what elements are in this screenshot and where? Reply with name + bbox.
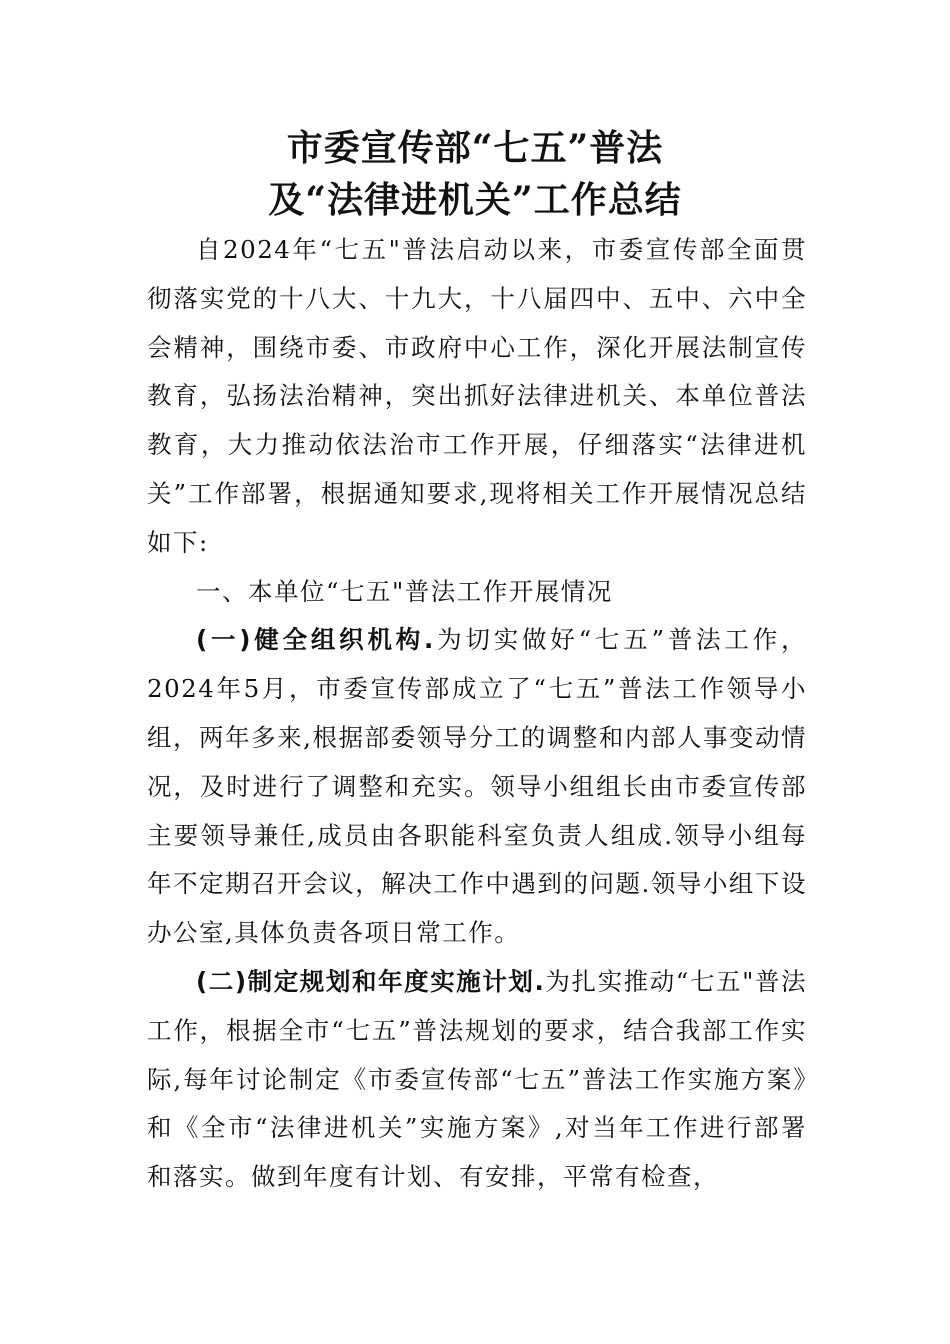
document-title-line-1: 市委宣传部“七五”普法 [286,127,664,169]
item-2-paragraph [147,958,807,1202]
item-2-lead: (二)制定规划和年度实施计划. [196,966,546,996]
document-body [147,226,807,1202]
item-2-text: 为扎实推动“七五"普法工作，根据全市“七五”普法规划的要求，结合我部工作实际,每年讨论制定《市委宣传部“七五”普法工作实施方案》和《全市“法律进机关”实施方案》,对当年工作进行部署和落实。做到年度有计划、有安排，平常有检查， [147,966,808,1192]
document-title-line-2: 及“法律进机关”工作总结 [268,179,682,221]
item-1-paragraph [147,616,807,958]
item-1-lead: (一)健全组织机构. [196,625,435,655]
section-1-heading: 一、本单位“七五"普法工作开展情况 [196,576,613,606]
intro-paragraph: 自2024年“七五"普法启动以来，市委宣传部全面贯彻落实党的十八大、十九大，十八届四中、五中、六中全会精神，围绕市委、市政府中心工作，深化开展法制宣传教育，弘扬法治精神，突出抓好法律进机关、本单位普法教育，大力推动依法治市工作开展，仔细落实“法律进机关”工作部署，根据通知要求,现将相关工作开展情况总结如下: [147,235,807,557]
item-1-text: 为切实做好“七五”普法工作，2024年5月，市委宣传部成立了“七五”普法工作领导小组，两年多来,根据部委领导分工的调整和内部人事变动情况，及时进行了调整和充实。领导小组组长由市委宣传部主要领导兼任,成员由各职能科室负责人组成.领导小组每年不定期召开会议，解决工作中遇到的问题.领导小组下设办公室,具体负责各项日常工作。 [147,625,807,948]
